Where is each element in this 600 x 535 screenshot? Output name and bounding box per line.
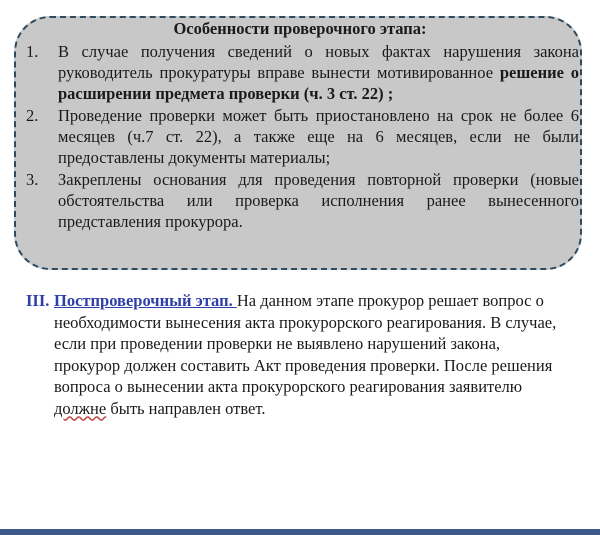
list-item [26, 41, 579, 104]
footer-bar [0, 529, 600, 535]
list-item-text: В случае получения сведений о новых фактах нарушения закона руководитель прокуратуры вправе вынести мотивированное [58, 42, 579, 82]
list-item [26, 105, 579, 168]
list-item-number: 3. [26, 170, 39, 189]
post-inspection-section [26, 290, 566, 419]
section-text-end: быть направлен ответ. [106, 398, 266, 418]
list-item-text: Проведение проверки может быть приостановлено на срок не более 6 месяцев (ч.7 ст. 22), а также еще на 6 месяцев, если не были предоставлены документы материалы; [58, 106, 579, 167]
list-item-number: 2. [26, 106, 39, 125]
list-item-text: Закреплены основания для проведения повторной проверки (новые обстоятельства или проверка исполнения ранее вынесенного представления прокурора. [58, 170, 579, 231]
section-body [54, 290, 566, 419]
list-item-number: 1. [26, 42, 39, 61]
section-heading: Постпроверочный этап. [54, 291, 237, 310]
spellcheck-flagged-word: должне [54, 398, 107, 418]
features-list [26, 41, 579, 233]
callout-title: Особенности проверочного этапа: [173, 19, 427, 38]
list-item-bold-text: решение о расширении предмета проверки (ч. 3 ст. 22) ; [58, 63, 579, 103]
section-number: III. [26, 291, 50, 310]
section-text: На данном этапе прокурор решает вопрос о необходимости вынесения акта прокурорского реагирования. В случае, если при проведении проверки не выявлено нарушений закона, прокурор должен составить Акт проведения проверки. После решения вопроса о вынесении акта прокурорского реагирования заявителю [54, 291, 557, 396]
list-item [26, 169, 579, 232]
